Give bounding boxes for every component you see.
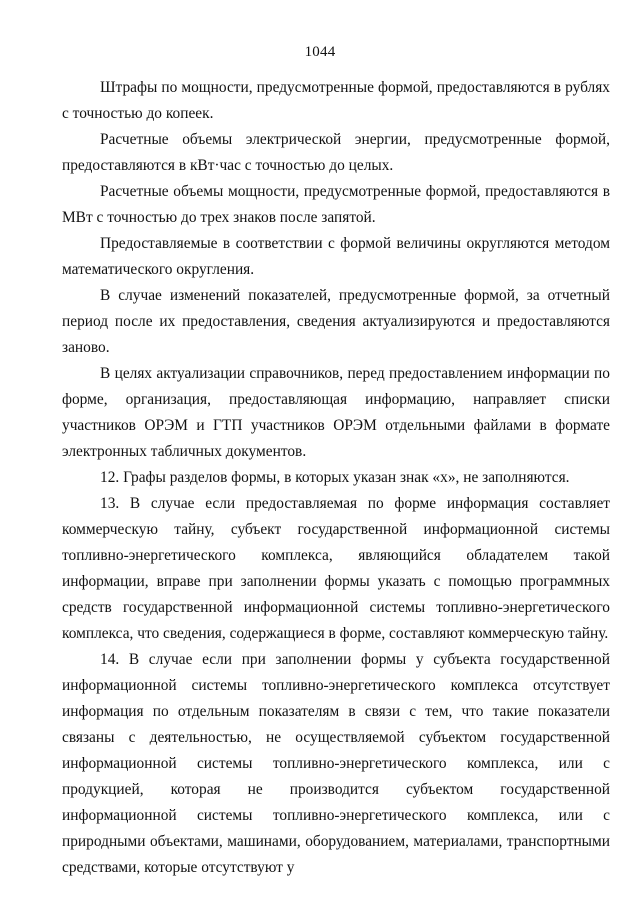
paragraph-energy-volumes: Расчетные объемы электрической энергии, предусмотренные формой, предоставляются в кВт·час с точностью до целых.	[62, 131, 610, 174]
paragraph-item-14: 14. В случае если при заполнении формы у субъекта государственной информационной системы топливно-энергетического комплекса отсутствует информация по отдельным показателям в связи с тем, что такие показатели связаны с деятельностью, не осуществляемой субъектом государственной информационной системы топливно-энергетического комплекса, или с продукцией, которая не производится субъектом государственной информационной системы топливно-энергетического комплекса, или с природными объектами, машинами, оборудованием, материалами, транспортными средствами, которые отсутствуют у	[62, 651, 610, 876]
paragraph-rounding-method: Предоставляемые в соответствии с формой величины округляются методом математического округления.	[62, 235, 610, 278]
paragraph-fines-rounding: Штрафы по мощности, предусмотренные формой, предоставляются в рублях с точностью до копеек.	[62, 79, 610, 122]
document-body	[62, 75, 610, 881]
paragraph-capacity-volumes: Расчетные объемы мощности, предусмотренные формой, предоставляются в МВт с точностью до трех знаков после запятой.	[62, 183, 610, 226]
paragraph-indicator-changes: В случае изменений показателей, предусмотренные формой, за отчетный период после их предоставления, сведения актуализируются и предоставляются заново.	[62, 287, 610, 356]
paragraph-item-13: 13. В случае если предоставляемая по форме информация составляет коммерческую тайну, субъект государственной информационной системы топливно-энергетического комплекса, являющийся обладателем такой информации, вправе при заполнении формы указать с помощью программных средств государственной информационной системы топливно-энергетического комплекса, что сведения, содержащиеся в форме, составляют коммерческую тайну.	[62, 495, 610, 642]
paragraph-reference-update: В целях актуализации справочников, перед предоставлением информации по форме, организация, предоставляющая информацию, направляет списки участников ОРЭМ и ГТП участников ОРЭМ отдельными файлами в формате электронных табличных документов.	[62, 365, 610, 460]
page-number: 1044	[304, 44, 336, 60]
paragraph-item-12: 12. Графы разделов формы, в которых указан знак «х», не заполняются.	[100, 469, 570, 486]
